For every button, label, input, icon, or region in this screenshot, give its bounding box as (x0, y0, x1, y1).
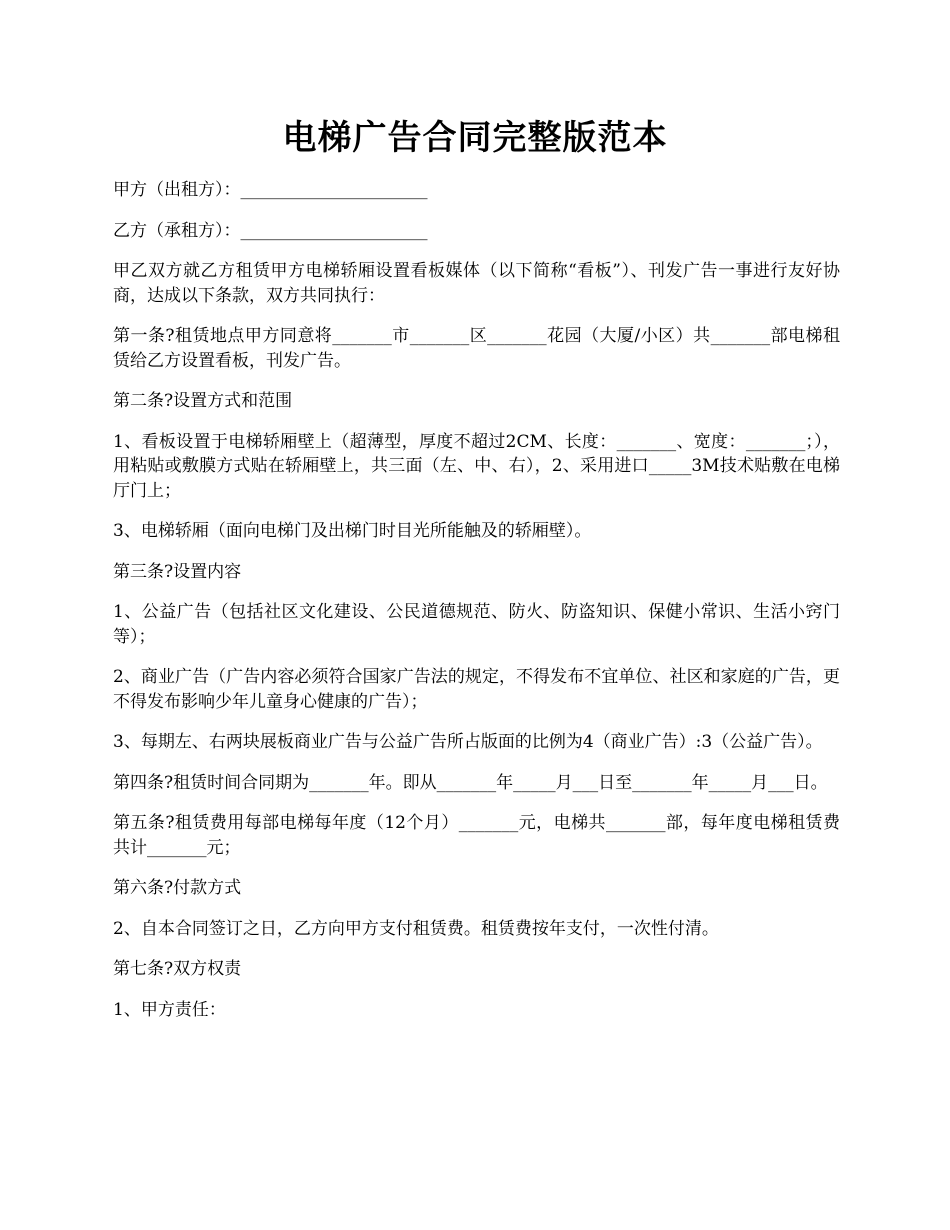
article-7-heading: 第七条?双方权责 (113, 959, 242, 979)
article-2-item-1: 1、看板设置于电梯轿厢壁上（超薄型，厚度不超过2CM、长度：_______、宽度：_______；），用粘贴或敷膜方式贴在轿厢壁上，共三面（左、中、右），2、采用进口_____3M技术贴敷在电梯厅门上； (113, 431, 840, 501)
party-a-line: 甲方（出租方）：______________________ (113, 180, 428, 200)
article-1-paragraph: 第一条?租赁地点甲方同意将_______市_______区_______花园（大厦/小区）共_______部电梯租赁给乙方设置看板，刊发广告。 (113, 326, 840, 371)
preamble-paragraph: 甲乙双方就乙方租赁甲方电梯轿厢设置看板媒体（以下简称“看板”）、刊发广告一事进行友好协商，达成以下条款，双方共同执行： (113, 261, 840, 306)
party-b-line: 乙方（承租方）：______________________ (113, 220, 428, 241)
article-3-item-3: 3、每期左、右两块展板商业广告与公益广告所占版面的比例为4（商业广告）:3（公益广告）。 (113, 732, 823, 752)
article-2-item-3: 3、电梯轿厢（面向电梯门及出梯门时目光所能触及的轿厢壁）。 (113, 521, 592, 541)
article-2-heading: 第二条?设置方式和范围 (113, 391, 293, 411)
article-5-paragraph: 第五条?租赁费用每部电梯每年度（12个月）_______元，电梯共_______部，每年度电梯租赁费共计_______元； (113, 813, 840, 858)
article-4-paragraph: 第四条?租赁时间合同期为_______年。即从_______年_____月___日至_______年_____月___日。 (113, 772, 828, 793)
article-7-item-1: 1、甲方责任： (113, 999, 226, 1020)
article-3-heading: 第三条?设置内容 (113, 561, 242, 582)
document-body (113, 178, 840, 1038)
document-title: 电梯广告合同完整版范本 (282, 118, 668, 158)
article-6-heading: 第六条?付款方式 (113, 878, 242, 898)
article-6-item-2: 2、自本合同签订之日，乙方向甲方支付租赁费。租赁费按年支付，一次性付清。 (113, 918, 719, 939)
article-3-item-1: 1、公益广告（包括社区文化建设、公民道德规范、防火、防盗知识、保健小常识、生活小窍门等）； (113, 602, 840, 647)
article-3-item-2: 2、商业广告（广告内容必须符合国家广告法的规定，不得发布不宜单位、社区和家庭的广告，更不得发布影响少年儿童身心健康的广告）； (113, 667, 840, 712)
